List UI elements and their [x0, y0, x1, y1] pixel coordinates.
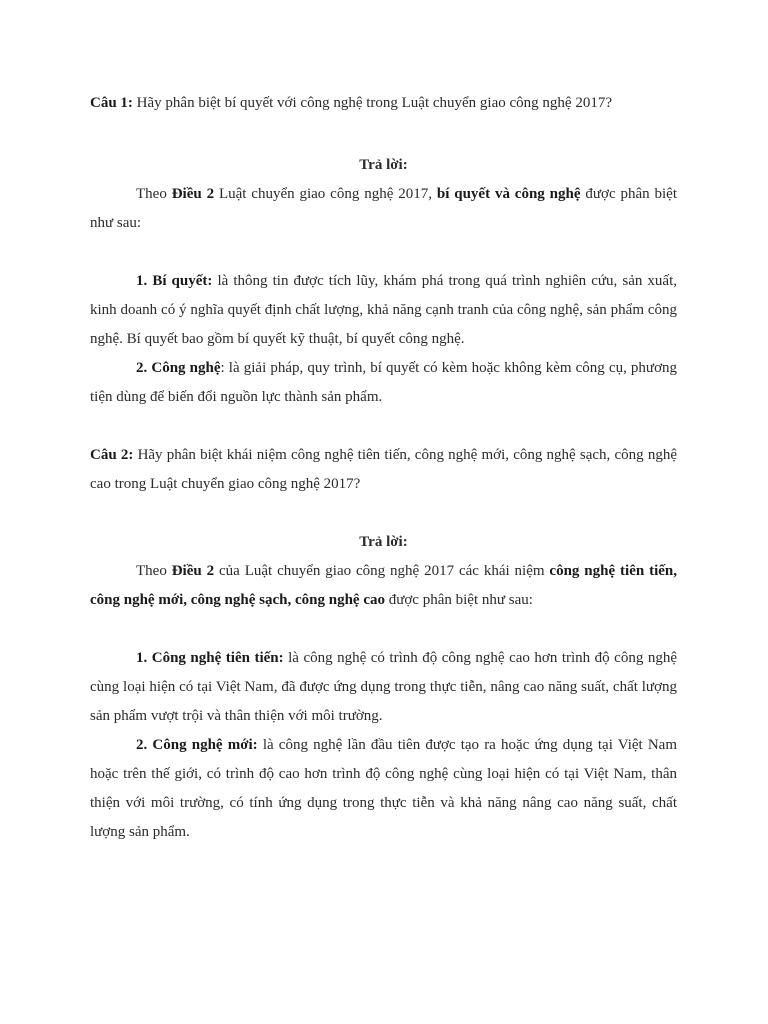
document-page: [90, 92, 677, 847]
intro-terms: bí quyết và công nghệ: [436, 186, 581, 202]
definition-label: 1. Bí quyết:: [136, 273, 213, 289]
definition-text: là công nghệ có trình độ công nghệ cao hơn trình độ công nghệ cùng loại hiện có tại Việt Nam, đã được ứng dụng trong thực tiễn, nâng cao năng suất, chất lượng sản phẩm vượt trội và thân thiện với môi trường.: [90, 650, 677, 724]
intro-text: được phân biệt như sau:: [385, 592, 533, 608]
answer-2-intro: [90, 557, 677, 615]
question-2-text: Hãy phân biệt khái niệm công nghệ tiên tiến, công nghệ mới, công nghệ sạch, công nghệ cao trong Luật chuyển giao công nghệ 2017?: [90, 447, 677, 492]
answer-heading-1: Trả lời:: [359, 157, 408, 173]
definition-label: 2. Công nghệ mới:: [136, 737, 258, 753]
intro-terms: công nghệ tiên tiến, công nghệ mới, công nghệ sạch, công nghệ cao: [90, 563, 677, 608]
definition-label: 2. Công nghệ: [136, 360, 221, 376]
intro-article: Điều 2: [171, 563, 215, 579]
intro-text: Luật chuyển giao công nghệ 2017,: [214, 186, 437, 202]
answer-1-intro: [90, 180, 677, 238]
intro-text: Theo: [136, 563, 172, 579]
question-1-text: Hãy phân biệt bí quyết với công nghệ trong Luật chuyển giao công nghệ 2017?: [132, 95, 612, 111]
answer-heading-2: Trả lời:: [359, 534, 408, 550]
definition-label: 1. Công nghệ tiên tiến:: [136, 650, 284, 666]
intro-article: Điều 2: [171, 186, 215, 202]
definition-cong-nghe: [90, 354, 677, 412]
definition-bi-quyet: [90, 267, 677, 354]
definition-text: : là giải pháp, quy trình, bí quyết có kèm hoặc không kèm công cụ, phương tiện dùng để biến đổi nguồn lực thành sản phẩm.: [90, 360, 677, 405]
question-1-label: Câu 1:: [90, 95, 133, 111]
definition-text: là công nghệ lần đầu tiên được tạo ra hoặc ứng dụng tại Việt Nam hoặc trên thế giới, có trình độ cao hơn trình độ công nghệ cùng loại hiện có tại Việt Nam, thân thiện với môi trường, có tính ứng dụng trong thực tiễn và khả năng nâng cao năng suất, chất lượng sản phẩm.: [90, 737, 677, 840]
intro-text: được phân biệt như sau:: [90, 186, 678, 231]
question-2: [90, 441, 677, 499]
intro-text: của Luật chuyển giao công nghệ 2017 các khái niệm: [214, 563, 550, 579]
question-1: [90, 92, 677, 114]
intro-text: Theo: [136, 186, 172, 202]
definition-text: là thông tin được tích lũy, khám phá trong quá trình nghiên cứu, sản xuất, kinh doanh có ý nghĩa quyết định chất lượng, khả năng cạnh tranh của công nghệ, sản phẩm công nghệ. Bí quyết bao gồm bí quyết kỹ thuật, bí quyết công nghệ.: [90, 273, 677, 347]
definition-cong-nghe-moi: [90, 731, 677, 847]
question-2-label: Câu 2:: [90, 447, 134, 463]
definition-cong-nghe-tien-tien: [90, 644, 677, 731]
